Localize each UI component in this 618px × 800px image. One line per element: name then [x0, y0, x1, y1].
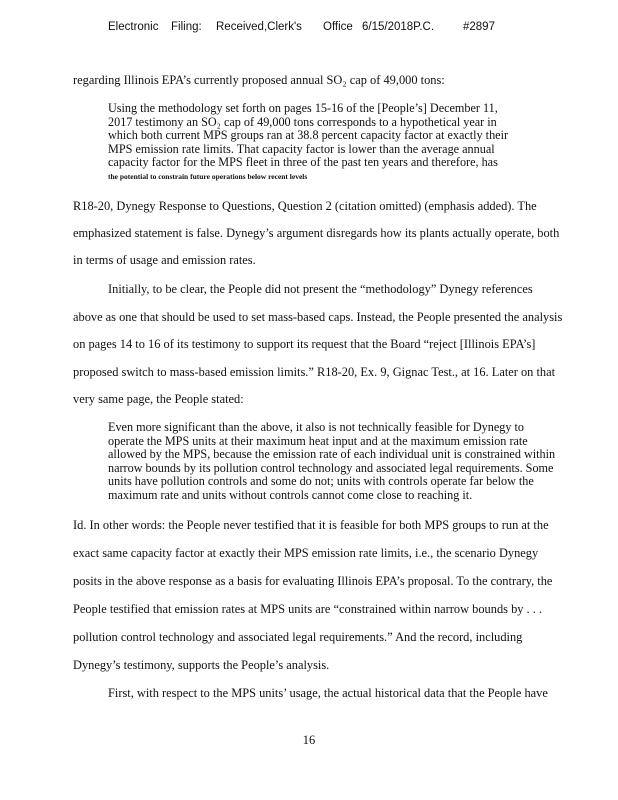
paragraph-4-line: First, with respect to the MPS units’ usage, the actual historical data that the People have	[108, 686, 548, 700]
header-date: 6/15/2018P.C.	[362, 21, 435, 33]
quote1-line: Using the methodology set forth on pages 15-16 of the [People’s] December 11,	[108, 101, 498, 115]
header-filing: Filing:	[171, 21, 202, 33]
quote1-emphasized-line: the potential to constrain future operations below recent levels	[108, 172, 308, 181]
quote2-line: units have pollution controls and some do not; units with controls operate far below the	[108, 474, 534, 488]
paragraph-2-line: on pages 14 to 16 of its testimony to support its request that the Board “reject [Illinois EPA’s]	[73, 337, 536, 351]
body-line: in terms of usage and emission rates.	[73, 253, 256, 267]
quote1-line: capacity factor for the MPS fleet in three of the past ten years and therefore, has	[108, 155, 498, 169]
quote2-line: maximum rate and units without controls cannot come close to reaching it.	[108, 487, 473, 502]
header-number: #2897	[463, 21, 495, 33]
header-received: Received,Clerk's	[216, 21, 302, 33]
quote1-line: MPS emission rate limits. That capacity factor is lower than the average annual	[108, 141, 495, 156]
paragraph-3-line: posits in the above response as a basis for evaluating Illinois EPA’s proposal. To the contrary, the	[73, 574, 553, 588]
page-number: 16	[302, 733, 316, 747]
paragraph-2-line: very same page, the People stated:	[73, 392, 244, 406]
paragraph-2-line: proposed switch to mass-based emission limits.” R18-20, Ex. 9, Gignac Test., at 16. Later on that	[73, 365, 556, 379]
paragraph-3-line: People testified that emission rates at MPS units are “constrained within narrow bounds by . . .	[73, 602, 543, 616]
header-office: Office	[323, 21, 353, 33]
paragraph-3-line: Id. In other words: the People never testified that it is feasible for both MPS groups to run at the	[73, 518, 549, 532]
body-line: emphasized statement is false. Dynegy’s argument disregards how its plants actually operate, both	[73, 226, 560, 240]
paragraph-3-line: Dynegy’s testimony, supports the People’s analysis.	[73, 658, 330, 672]
paragraph-2-line: Initially, to be clear, the People did not present the “methodology” Dynegy references	[108, 282, 533, 296]
paragraph-3-line: exact same capacity factor at exactly their MPS emission rate limits, i.e., the scenario Dynegy	[73, 546, 539, 560]
quote1-line: 2017 testimony an SO₂ cap of 49,000 tons corresponds to a hypothetical year in	[108, 114, 497, 129]
quote2-line: operate the MPS units at their maximum heat input and at the maximum emission rate	[108, 433, 528, 448]
paragraph-3-line: pollution control technology and associated legal requirements.” And the record, including	[73, 630, 523, 644]
intro-line: regarding Illinois EPA’s currently proposed annual SO₂ cap of 49,000 tons:	[73, 73, 445, 87]
body-line: R18-20, Dynegy Response to Questions, Question 2 (citation omitted) (emphasis added). The	[73, 199, 537, 213]
quote1-line: which both current MPS groups ran at 38.8 percent capacity factor at exactly their	[108, 128, 509, 142]
paragraph-2-line: above as one that should be used to set mass-based caps. Instead, the People presented the analysis	[73, 310, 563, 324]
header-electronic: Electronic	[108, 21, 159, 33]
quote2-line: Even more significant than the above, it also is not technically feasible for Dynegy to	[108, 420, 524, 434]
quote2-line: allowed by the MPS, because the emission rate of each individual unit is constrained within	[108, 447, 556, 461]
quote2-line: narrow bounds by its pollution control technology and associated legal requirements. Some	[108, 460, 554, 475]
